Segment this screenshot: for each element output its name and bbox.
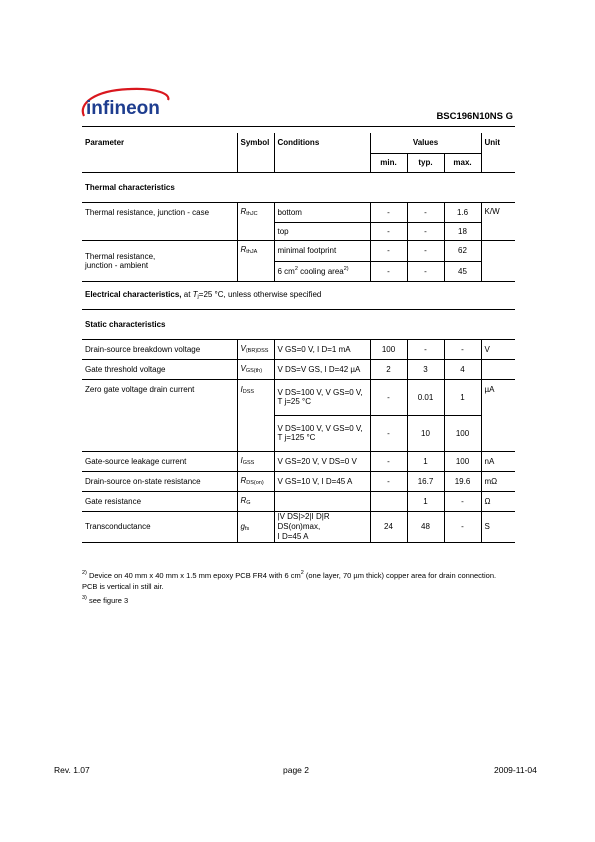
footer-revision: Rev. 1.07 bbox=[54, 765, 90, 775]
table-row: Drain-source breakdown voltage V(BR)DSS V GS=0 V, I D=1 mA 100 - - V bbox=[82, 339, 515, 359]
table-row: Zero gate voltage drain current IDSS V DS=100 V, V GS=0 V, T j=25 °C - 0.01 1 µA bbox=[82, 379, 515, 415]
infineon-logo bbox=[76, 86, 176, 127]
table-row: top - - 18 bbox=[82, 222, 515, 240]
table-header-row bbox=[82, 133, 515, 153]
header-rule bbox=[82, 126, 515, 127]
col-values: Values bbox=[370, 133, 481, 153]
footnote-3: $^{3)}$ see figure 3 bbox=[82, 595, 129, 605]
table-row: Gate-source leakage current IGSS V GS=20 V, V DS=0 V - 1 100 nA bbox=[82, 451, 515, 471]
table-row: Thermal resistance, junction - case RthJC bottom - - 1.6 K/W bbox=[82, 202, 515, 222]
col-symbol: Symbol bbox=[237, 133, 274, 172]
col-conditions: Conditions bbox=[274, 133, 370, 172]
table-row: Gate threshold voltage VGS(th) V DS=V GS, I D=42 µA 2 3 4 bbox=[82, 359, 515, 379]
footnote-2: $^{2)}$ Device on 40 mm x 40 mm x 1.5 mm epoxy PCB FR4 with 6 $cm^2$ (one layer, 70 µm thick) copper area for drain connection. PCB is vertical in still air. bbox=[82, 570, 497, 591]
col-max: max. bbox=[444, 153, 481, 172]
table-row: Gate resistance RG 1 - Ω bbox=[82, 491, 515, 511]
spec-table bbox=[82, 133, 515, 543]
table-row: Transconductance gfs |V DS|>2|I D|R DS(on)max, I D=45 A 24 48 - S bbox=[82, 511, 515, 542]
col-min: min. bbox=[370, 153, 407, 172]
symbol-rthja: RthJA bbox=[237, 240, 274, 281]
col-typ: typ. bbox=[407, 153, 444, 172]
logo-text: infineon bbox=[86, 98, 160, 119]
table-row: V DS=100 V, V GS=0 V, T j=125 °C - 10 100 bbox=[82, 415, 515, 451]
table-row: Drain-source on-state resistance RDS(on) V GS=10 V, I D=45 A - 16.7 19.6 mΩ bbox=[82, 471, 515, 491]
electrical-section-title: Electrical characteristics, at Tj=25 °C, unless otherwise specified bbox=[82, 281, 515, 309]
table-row: 6 $cm^2$ cooling area$^{2)}$ - - 45 bbox=[82, 261, 515, 281]
part-number: BSC196N10NS G bbox=[436, 111, 513, 122]
static-section-title: Static characteristics bbox=[82, 309, 515, 339]
footer-page: page 2 bbox=[283, 765, 309, 775]
thermal-section-title: Thermal characteristics bbox=[82, 172, 515, 202]
cooling-area-cond: 6 $cm^2$ cooling area$^{2)}$ bbox=[274, 261, 370, 281]
symbol-rthjc: RthJC bbox=[237, 202, 274, 240]
col-unit: Unit bbox=[481, 133, 515, 172]
col-parameter: Parameter bbox=[85, 138, 125, 147]
table-row: Thermal resistance, junction - ambient RthJA minimal footprint - - 62 bbox=[82, 240, 515, 261]
footer-date: 2009-11-04 bbox=[494, 765, 537, 775]
thermal-ambient-param: Thermal resistance, junction - ambient bbox=[82, 240, 237, 281]
